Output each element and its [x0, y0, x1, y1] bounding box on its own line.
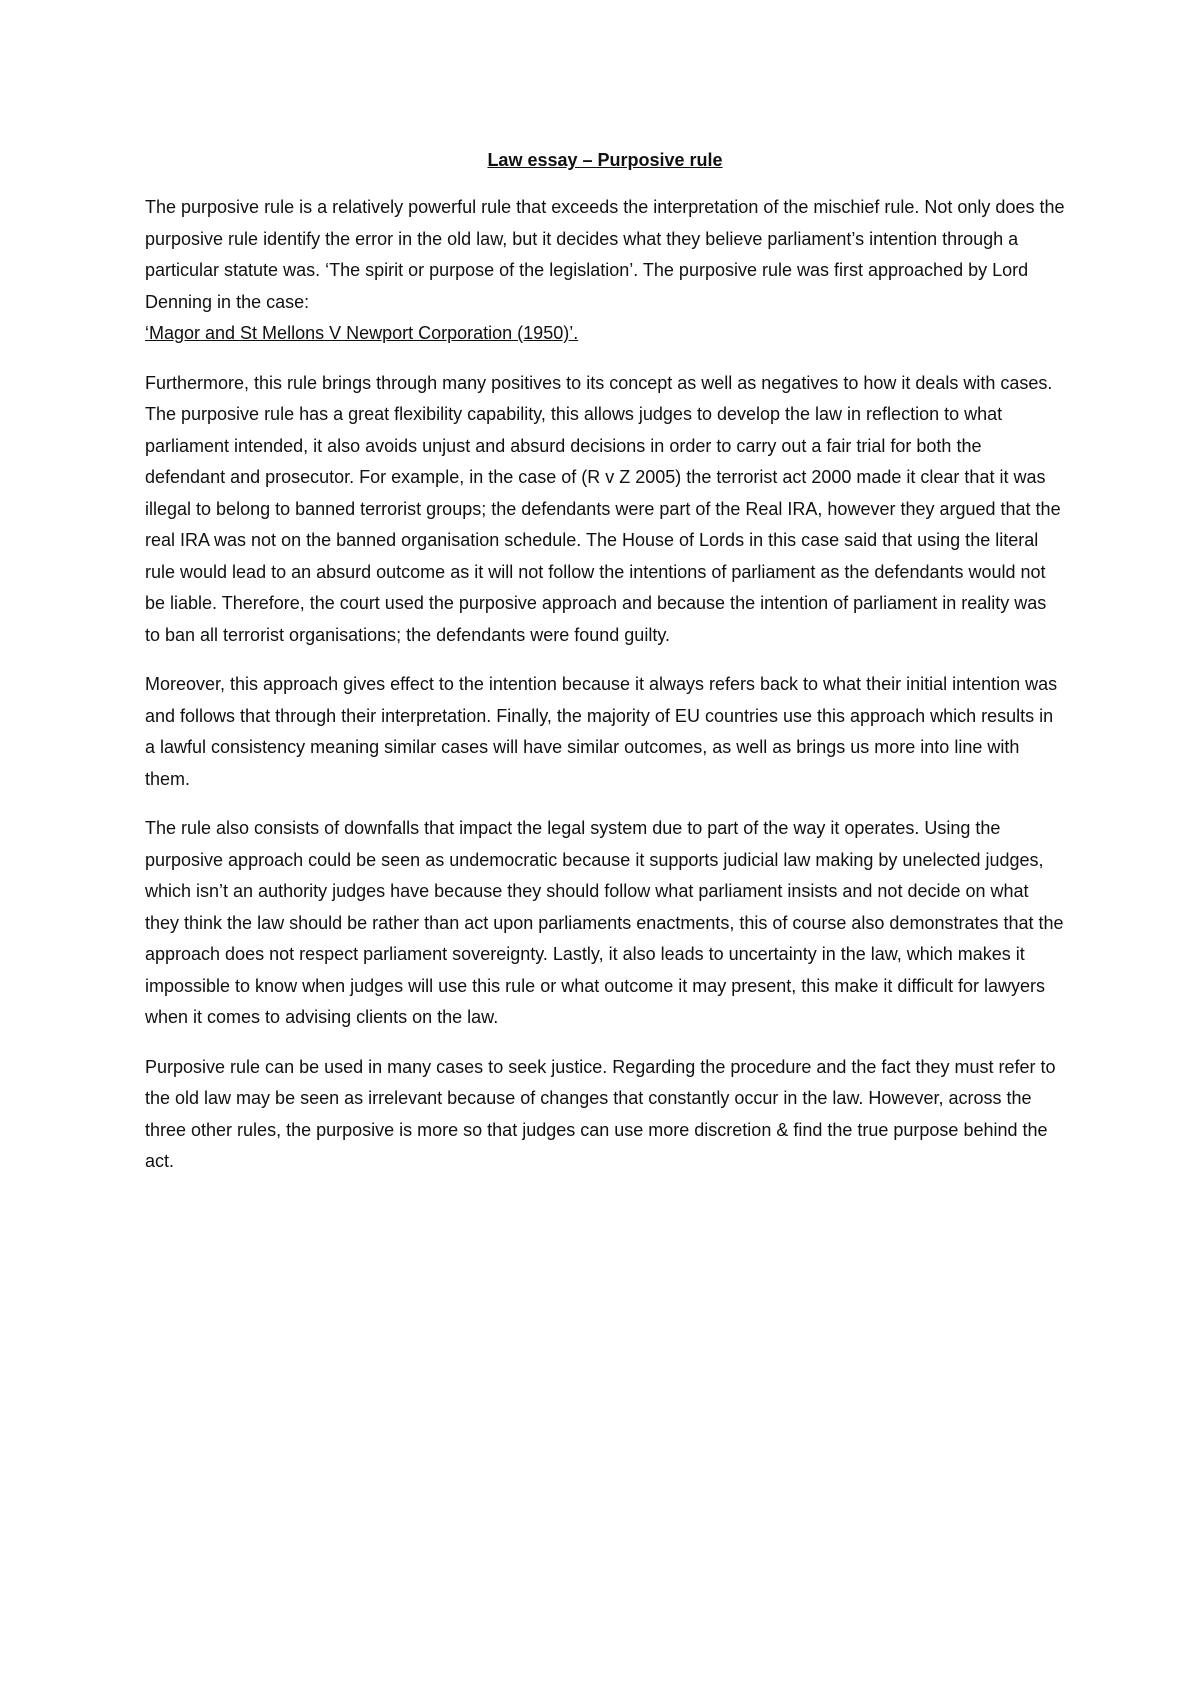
- document-title: Law essay – Purposive rule: [487, 150, 723, 170]
- document-body: [145, 146, 1065, 1196]
- paragraph-intro-text: The purposive rule is a relatively powerful rule that exceeds the interpretation of the mischief rule. Not only does the purposive rule identify the error in the old law, but it decides what they believe parliament’s intention through a particular statute was. ‘The spirit or purpose of the legislation’. The purposive rule was first approached by Lord Denning in the case:: [145, 197, 1065, 312]
- paragraph-downfalls: The rule also consists of downfalls that impact the legal system due to part of the way it operates. Using the purposive approach could be seen as undemocratic because it supports judicial law making by unelected judges, which isn’t an authority judges have because they should follow what parliament insists and not decide on what they think the law should be rather than act upon parliaments enactments, this of course also demonstrates that the approach does not respect parliament sovereignty. Lastly, it also leads to uncertainty in the law, which makes it impossible to know when judges will use this rule or what outcome it may present, this make it difficult for lawyers when it comes to advising clients on the law.: [145, 818, 1064, 1027]
- paragraph-flexibility: Furthermore, this rule brings through many positives to its concept as well as negatives to how it deals with cases. The purposive rule has a great flexibility capability, this allows judges to develop the law in reflection to what parliament intended, it also avoids unjust and absurd decisions in order to carry out a fair trial for both the defendant and prosecutor. For example, in the case of (R v Z 2005) the terrorist act 2000 made it clear that it was illegal to belong to banned terrorist groups; the defendants were part of the Real IRA, however they argued that the real IRA was not on the banned organisation schedule. The House of Lords in this case said that using the literal rule would lead to an absurd outcome as it will not follow the intentions of parliament as the defendants would not be liable. Therefore, the court used the purposive approach and because the intention of parliament in reality was to ban all terrorist organisations; the defendants were found guilty.: [145, 372, 1061, 645]
- paragraph-conclusion: Purposive rule can be used in many cases to seek justice. Regarding the procedure and the fact they must refer to the old law may be seen as irrelevant because of changes that constantly occur in the law. However, across the three other rules, the purposive is more so that judges can use more discretion & find the true purpose behind the act.: [145, 1056, 1056, 1171]
- paragraph-intention: Moreover, this approach gives effect to the intention because it always refers back to what their initial intention was and follows that through their interpretation. Finally, the majority of EU countries use this approach which results in a lawful consistency meaning similar cases will have similar outcomes, as well as brings us more into line with them.: [145, 674, 1058, 789]
- paragraph-intro: [145, 192, 1065, 350]
- case-reference: ‘Magor and St Mellons V Newport Corporation (1950)’.: [145, 323, 579, 343]
